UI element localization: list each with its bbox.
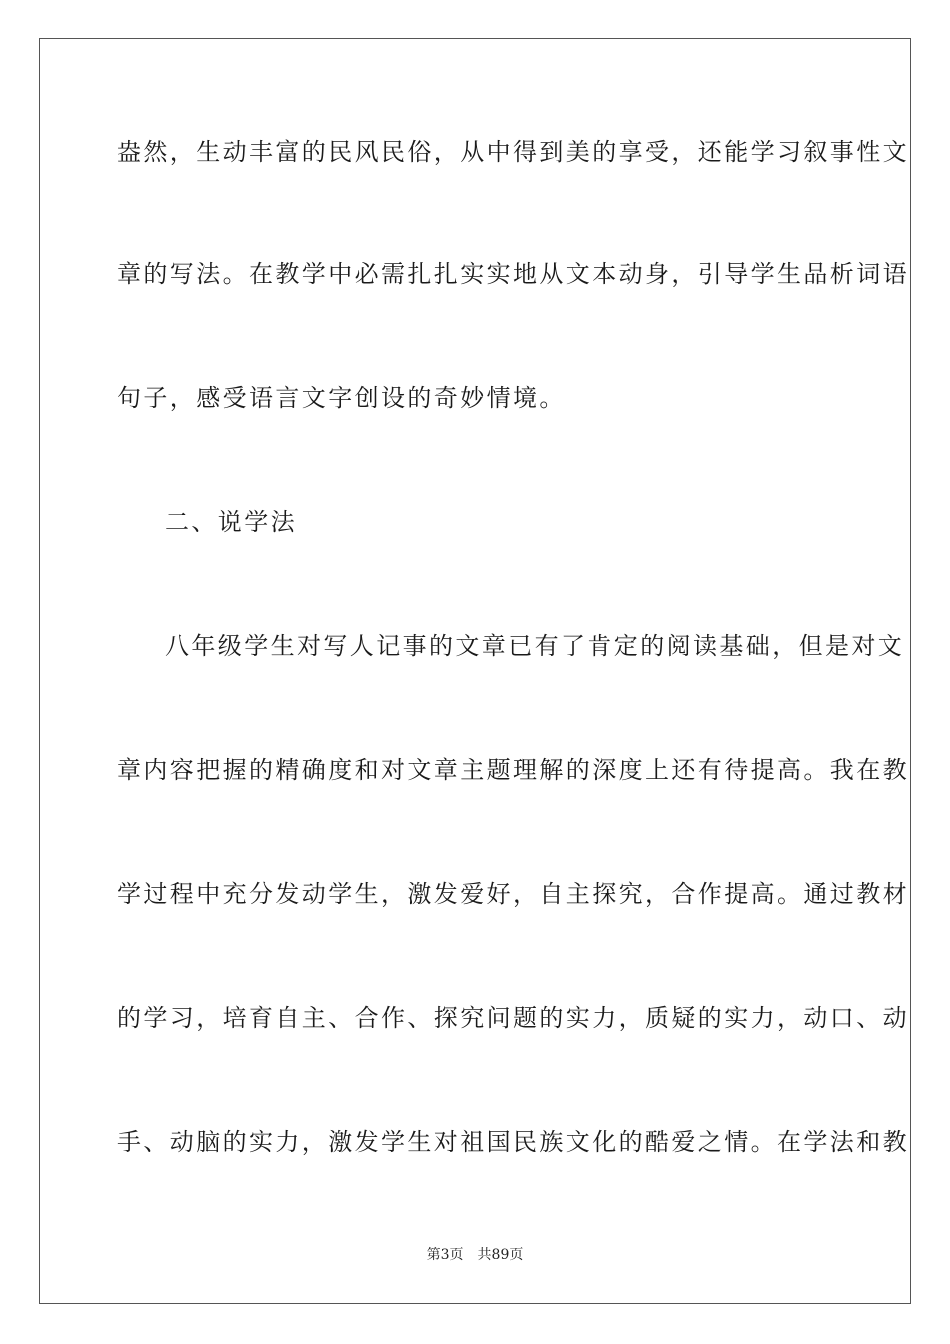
body-text-line: 手、动脑的实力，激发学生对祖国民族文化的酷爱之情。在学法和教 [117,1128,909,1156]
body-text-line: 盎然，生动丰富的民风民俗，从中得到美的享受，还能学习叙事性文 [117,138,909,166]
body-text-line: 学过程中充分发动学生，激发爱好，自主探究，合作提高。通过教材 [117,880,909,908]
body-text-line: 八年级学生对写人记事的文章已有了肯定的阅读基础，但是对文 [165,632,905,660]
body-text-line: 章内容把握的精确度和对文章主题理解的深度上还有待提高。我在教 [117,756,909,784]
total-page-count: 共89页 [477,1247,524,1263]
page-border [39,38,911,1304]
body-text-line: 章的写法。在教学中必需扎扎实实地从文本动身，引导学生品析词语 [117,260,909,288]
body-text-line: 句子，感受语言文字创设的奇妙情境。 [117,384,566,412]
page-footer [0,1246,950,1264]
body-text-line: 的学习，培育自主、合作、探究问题的实力，质疑的实力，动口、动 [117,1004,909,1032]
section-heading: 二、说学法 [165,508,297,536]
current-page-number: 第3页 [426,1247,464,1263]
